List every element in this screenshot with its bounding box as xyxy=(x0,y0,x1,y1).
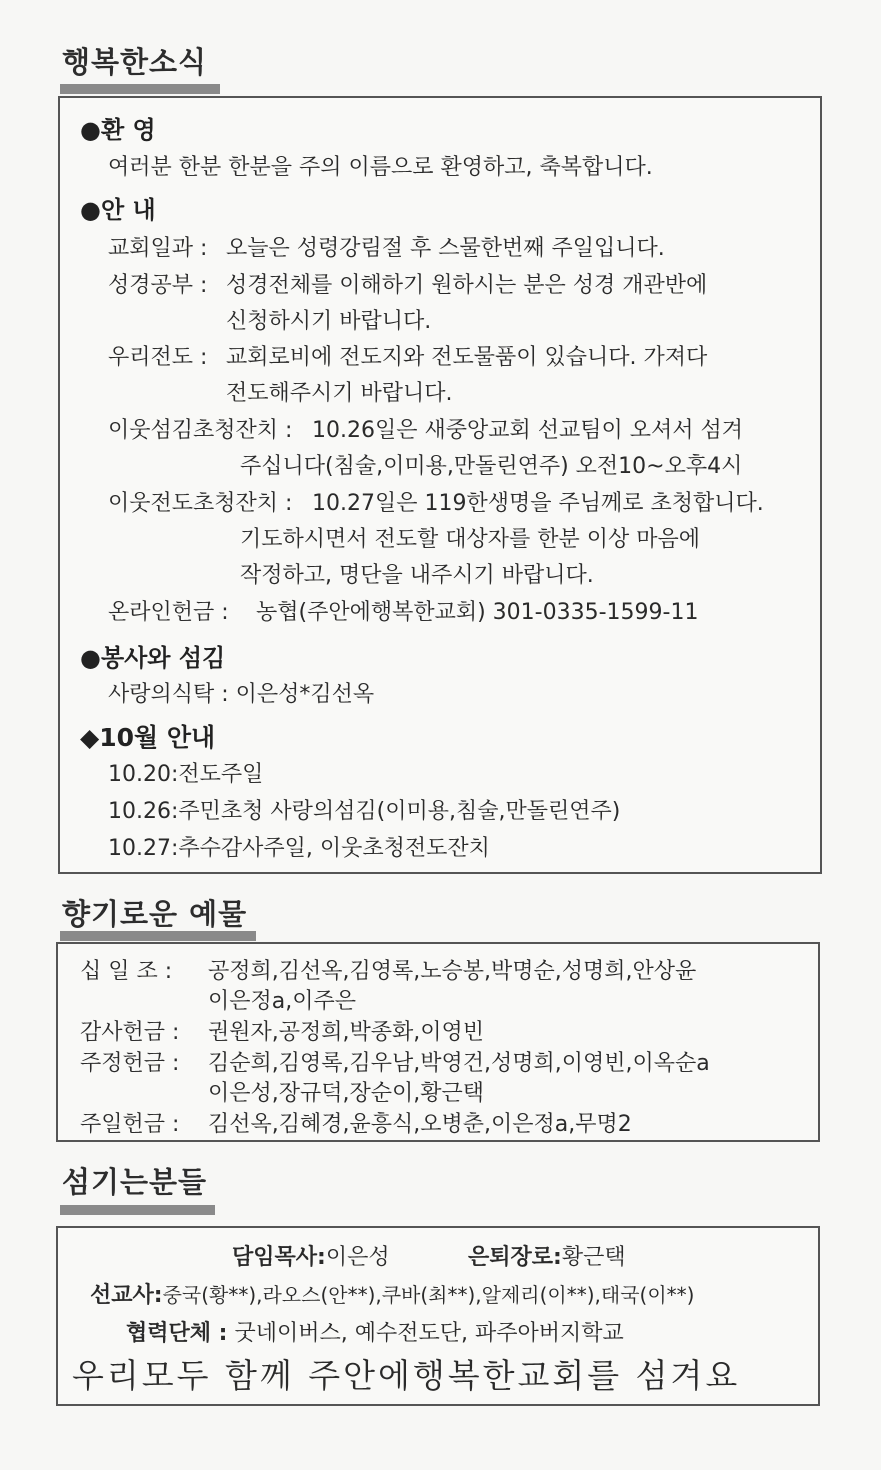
notice-label: 이웃전도초청잔치 : xyxy=(108,491,293,516)
notice-text: 성경전체를 이해하기 원하시는 분은 성경 개관반에 xyxy=(226,273,708,298)
notice-text: 작정하고, 명단을 내주시기 바랍니다. xyxy=(240,563,594,588)
notice-label: 교회일과 : xyxy=(108,236,208,261)
notice-text: 신청하시기 바랍니다. xyxy=(226,309,432,334)
offering-names: 공정희,김선옥,김영록,노승봉,박명순,성명희,안상윤 xyxy=(208,959,697,984)
section-underline xyxy=(60,84,220,94)
notice-text: 전도해주시기 바랍니다. xyxy=(226,381,453,406)
october-line: 10.26:주민초청 사랑의섬김(이미용,침술,만돌린연주) xyxy=(108,799,621,824)
offering-names: 이은정a,이주은 xyxy=(208,989,356,1014)
notice-text: 주십니다(침술,이미용,만돌린연주) 오전10~오후4시 xyxy=(240,454,743,479)
offering-label: 감사헌금 : xyxy=(80,1020,180,1045)
notice-label: 우리전도 : xyxy=(108,345,208,370)
partner-line xyxy=(126,1316,624,1347)
elder-label: 은퇴장로: xyxy=(468,1245,562,1270)
notice-text: 교회로비에 전도지와 전도물품이 있습니다. 가져다 xyxy=(226,345,708,370)
service-heading: ●봉사와 섬김 xyxy=(80,644,226,672)
welcome-heading: ●환 영 xyxy=(80,116,156,144)
section-title-servants: 섬기는분들 xyxy=(62,1165,208,1199)
offering-names: 이은성,장규덕,장순이,황근택 xyxy=(208,1081,485,1106)
partner-text: 굿네이버스, 예수전도단, 파주아버지학교 xyxy=(234,1321,624,1346)
section-title-offerings: 향기로운 예물 xyxy=(62,897,248,931)
section-underline xyxy=(60,1205,215,1215)
section-title-news: 행복한소식 xyxy=(62,45,208,79)
elder-line xyxy=(468,1240,626,1271)
notice-heading: ●안 내 xyxy=(80,196,156,224)
october-heading: ◆10월 안내 xyxy=(80,723,216,752)
offering-label: 십 일 조 : xyxy=(80,959,173,984)
notice-text: 농협(주안에행복한교회) 301-0335-1599-11 xyxy=(256,600,699,625)
pastor-label: 담임목사: xyxy=(232,1245,326,1270)
elder-name: 황근택 xyxy=(561,1245,626,1270)
offering-label: 주정헌금 : xyxy=(80,1051,180,1076)
notice-text: 10.27일은 119한생명을 주님께로 초청합니다. xyxy=(312,491,764,516)
section-underline xyxy=(60,931,256,941)
missionary-label: 선교사: xyxy=(90,1283,163,1308)
notice-label: 온라인헌금 : xyxy=(108,600,229,625)
notice-label: 이웃섬김초청잔치 : xyxy=(108,418,293,443)
partner-label: 협력단체 : xyxy=(126,1321,228,1346)
service-text: 사랑의식탁 : 이은성*김선옥 xyxy=(108,682,375,707)
notice-text: 기도하시면서 전도할 대상자를 한분 이상 마음에 xyxy=(240,527,701,552)
offering-names: 권원자,공정희,박종화,이영빈 xyxy=(208,1020,485,1045)
pastor-name: 이은성 xyxy=(325,1245,390,1270)
welcome-text: 여러분 한분 한분을 주의 이름으로 환영하고, 축복합니다. xyxy=(108,155,653,180)
offering-names: 김순희,김영록,김우남,박영건,성명희,이영빈,이옥순a xyxy=(208,1051,710,1076)
offering-names: 김선옥,김혜경,윤흥식,오병춘,이은정a,무명2 xyxy=(208,1112,632,1137)
missionary-text: 중국(황**),라오스(안**),쿠바(최**),알제리(이**),태국(이**) xyxy=(162,1283,695,1307)
notice-text: 10.26일은 새중앙교회 선교팀이 오셔서 섬겨 xyxy=(312,418,743,443)
october-line: 10.27:추수감사주일, 이웃초청전도잔치 xyxy=(108,836,490,861)
slogan: 우리모두 함께 주안에행복한교회를 섬겨요 xyxy=(72,1356,741,1395)
missionary-line xyxy=(90,1278,694,1309)
notice-text: 오늘은 성령강림절 후 스물한번째 주일입니다. xyxy=(226,236,665,261)
notice-label: 성경공부 : xyxy=(108,273,208,298)
october-line: 10.20:전도주일 xyxy=(108,762,264,787)
pastor-line xyxy=(232,1240,390,1271)
offering-label: 주일헌금 : xyxy=(80,1112,180,1137)
